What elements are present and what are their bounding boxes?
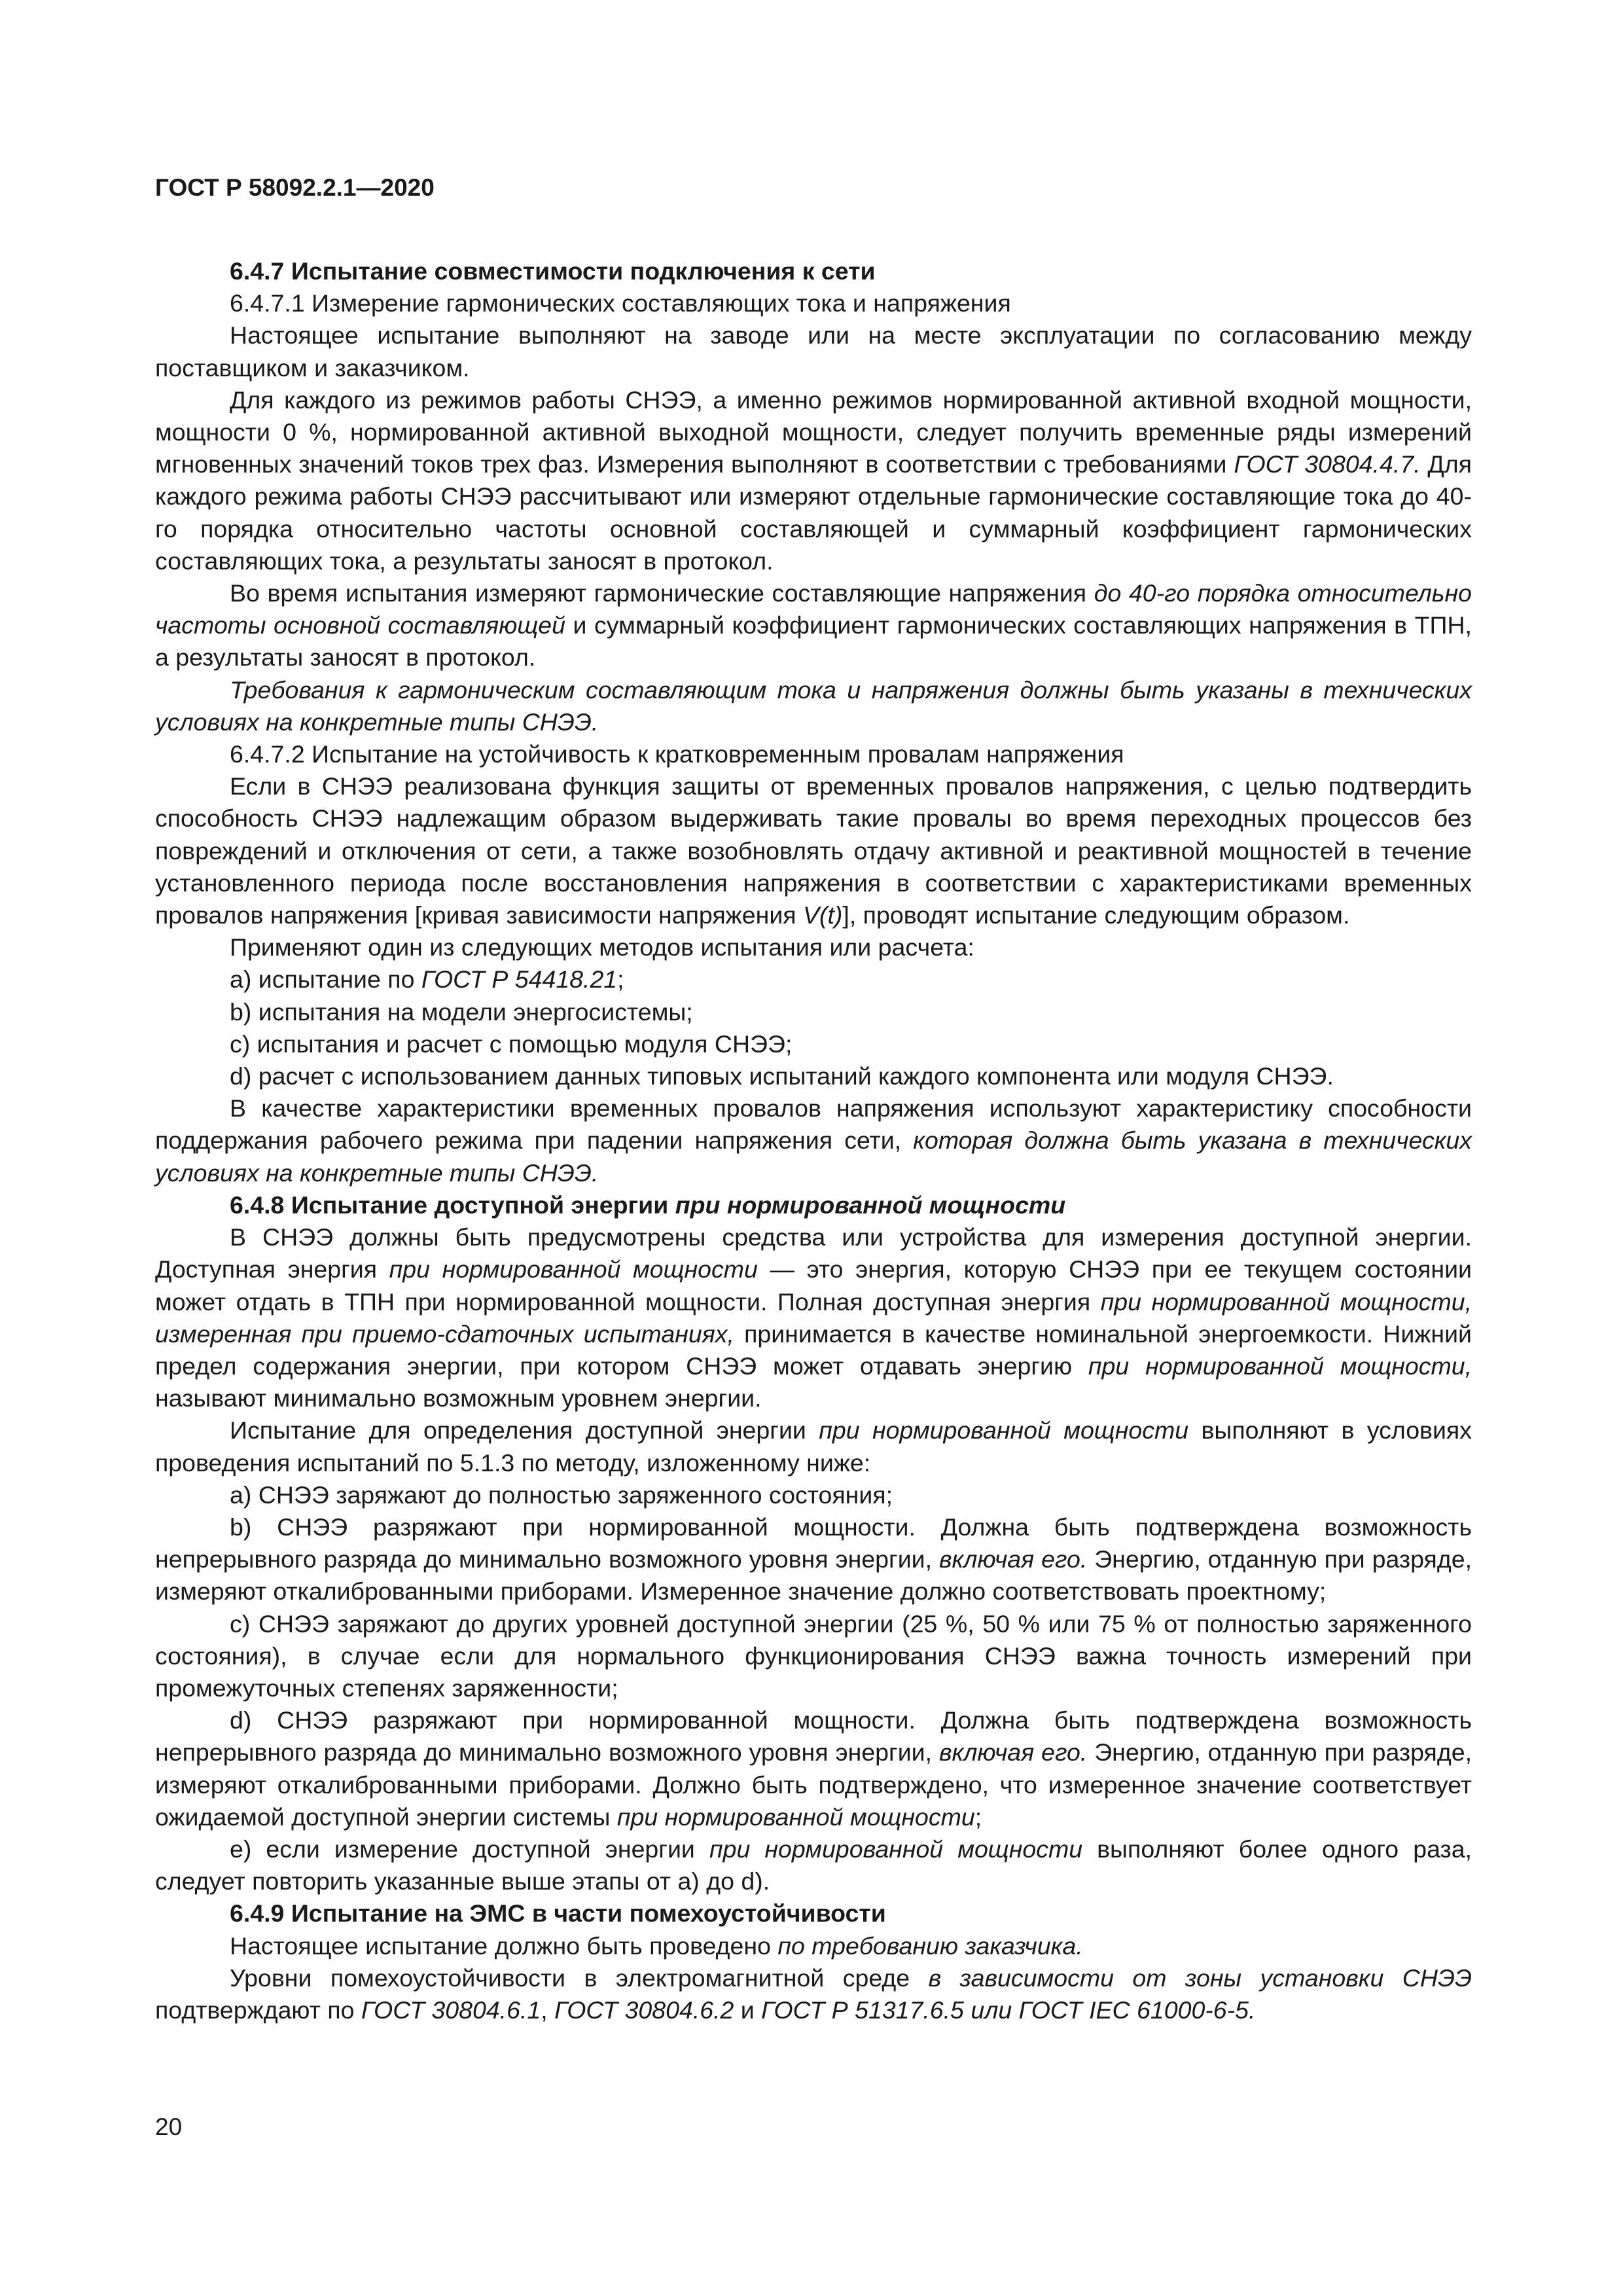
paragraph: Испытание для определения доступной энергии при нормированной мощности выполняют в условиях проведения испытаний по 5.1.3 по методу, изложенному ниже: — [155, 1416, 1472, 1477]
paragraph: Для каждого из режимов работы СНЭЭ, а именно режимов нормированной активной входной мощности, мощности 0 %, нормированной активной выходной мощности, следует получить временные ряды измерений мгновенных значений токов трех фаз. Измерения выполняют в соответствии с требованиями ГОСТ 30804.4.7. Для каждого режима работы СНЭЭ рассчитывают или измеряют отдельные гармонические составляющие тока до 40-го порядка относительно частоты основной составляющей и суммарный коэффициент гармонических составляющих тока, а результаты заносят в протокол. — [155, 386, 1472, 575]
list-item: е) если измерение доступной энергии при нормированной мощности выполняют более одного раза, следует повторить указанные выше этапы от а) до d). — [155, 1835, 1472, 1895]
paragraph: Во время испытания измеряют гармонические составляющие напряжения до 40-го порядка относительно частоты основной составляющей и суммарный коэффициент гармонических составляющих напряжения в ТПН, а результаты заносят в протокол. — [155, 579, 1472, 672]
paragraph: Применяют один из следующих методов испытания или расчета: — [230, 933, 974, 961]
list-item: а) СНЭЭ заряжают до полностью заряженного состояния; — [230, 1480, 893, 1509]
section-heading-6-4-7: 6.4.7 Испытание совместимости подключения к сети — [230, 257, 876, 285]
list-item: а) испытание по ГОСТ Р 54418.21; — [230, 965, 624, 994]
paragraph: Уровни помехоустойчивости в электромагнитной среде в зависимости от зоны установки СНЭЭ подтверждают по ГОСТ 30804.6.1, ГОСТ 30804.6.2 и ГОСТ Р 51317.6.5 или ГОСТ IEC 61000-6-5. — [155, 1964, 1472, 2024]
standard-reference: ГОСТ 30804.6.2 — [554, 1996, 734, 2024]
subsection-heading-6-4-7-1: 6.4.7.1 Измерение гармонических составляющих тока и напряжения — [230, 289, 1011, 317]
paragraph: В СНЭЭ должны быть предусмотрены средства или устройства для измерения доступной энергии. Доступная энергия при нормированной мощности — это энергия, которую СНЭЭ при ее текущем состоянии может отдать в ТПН при нормированной мощности. Полная доступная энергия при нормированной мощности, измеренная при приемо-сдаточных испытаниях, принимается в качестве номинальной энергоемкости. Нижний предел содержания энергии, при котором СНЭЭ может отдавать энергию при нормированной мощности, называют минимально возможным уровнем энергии. — [155, 1223, 1472, 1412]
list-item: c) СНЭЭ заряжают до других уровней доступной энергии (25 %, 50 % или 75 % от полностью заряженного состояния), в случае если для нормального функционирования СНЭЭ важна точность измерений при промежуточных степенях заряженности; — [155, 1609, 1472, 1702]
section-heading-6-4-9: 6.4.9 Испытание на ЭМС в части помехоустойчивости — [230, 1899, 886, 1928]
subsection-heading-6-4-7-2: 6.4.7.2 Испытание на устойчивость к кратковременным провалам напряжения — [230, 740, 1124, 768]
page-number: 20 — [155, 2113, 183, 2140]
list-item: d) СНЭЭ разряжают при нормированной мощности. Должна быть подтверждена возможность непрерывного разряда до минимально возможного уровня энергии, включая его. Энергию, отданную при разряде, измеряют откалиброванными приборами. Должно быть подтверждено, что измеренное значение соответствует ожидаемой доступной энергии системы при нормированной мощности; — [155, 1706, 1472, 1831]
document-page — [155, 171, 1472, 2026]
list-item: b) СНЭЭ разряжают при нормированной мощности. Должна быть подтверждена возможность непрерывного разряда до минимально возможного уровня энергии, включая его. Энергию, отданную при разряде, измеряют откалиброванными приборами. Измеренное значение должно соответствовать проектному; — [155, 1513, 1472, 1605]
list-item: c) испытания и расчет с помощью модуля СНЭЭ; — [230, 1030, 793, 1058]
paragraph: Настоящее испытание должно быть проведено по требованию заказчика. — [230, 1931, 1083, 1960]
list-item: b) испытания на модели энергосистемы; — [230, 997, 693, 1026]
standard-reference: ГОСТ 30804.4.7. — [1234, 450, 1421, 478]
standard-reference: ГОСТ Р 51317.6.5 или ГОСТ IEC 61000-6-5. — [761, 1996, 1256, 2024]
paragraph: В качестве характеристики временных провалов напряжения используют характеристику способности поддержания рабочего режима при падении напряжения сети, которая должна быть указана в технических условиях на конкретные типы СНЭЭ. — [155, 1094, 1472, 1187]
paragraph: Настоящее испытание выполняют на заводе или на месте эксплуатации по согласованию между поставщиком и заказчиком. — [155, 321, 1472, 382]
document-body — [155, 255, 1472, 2026]
list-item: d) расчет с использованием данных типовых испытаний каждого компонента или модуля СНЭЭ. — [230, 1062, 1334, 1090]
standard-reference: ГОСТ Р 54418.21 — [421, 965, 618, 994]
standard-reference: ГОСТ 30804.6.1 — [361, 1996, 541, 2024]
section-heading-6-4-8: 6.4.8 Испытание доступной энергии при нормированной мощности — [230, 1191, 1066, 1219]
paragraph: Если в СНЭЭ реализована функция защиты от временных провалов напряжения, с целью подтвердить способность СНЭЭ надлежащим образом выдерживать такие провалы во время переходных процессов без повреждений и отключения от сети, а также возобновлять отдачу активной и реактивной мощностей в течение установленного периода после восстановления напряжения в соответствии с характеристиками временных провалов напряжения [кривая зависимости напряжения V(t)], проводят испытание следующим образом. — [155, 772, 1472, 929]
paragraph: Требования к гармоническим составляющим тока и напряжения должны быть указаны в технических условиях на конкретные типы СНЭЭ. — [155, 675, 1472, 736]
document-code: ГОСТ Р 58092.2.1—2020 — [155, 174, 435, 201]
